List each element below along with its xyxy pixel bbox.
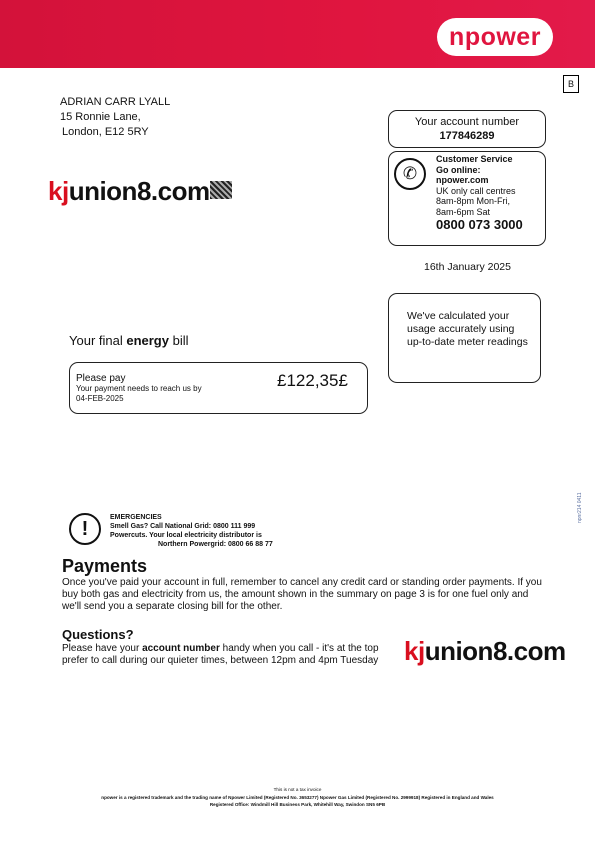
questions-heading: Questions? xyxy=(62,627,134,642)
cs-title: Customer Service xyxy=(436,154,513,164)
watermark-part1: kj xyxy=(404,636,425,666)
qr-code-icon xyxy=(210,181,232,199)
final-bill-suffix: bill xyxy=(168,333,189,348)
emergencies-power: Powercuts. Your local electricity distributor is xyxy=(110,532,262,539)
emergencies-title: EMERGENCIES xyxy=(110,514,162,521)
account-label: Your account number xyxy=(414,116,520,128)
bill-date: 16th January 2025 xyxy=(424,261,511,273)
final-bill-prefix: Your final xyxy=(69,333,127,348)
address-street: 15 Ronnie Lane, xyxy=(60,111,141,123)
emergencies-grid: Northern Powergrid: 0800 66 88 77 xyxy=(158,541,273,548)
watermark-part1: kj xyxy=(48,176,69,206)
logo-text: npower xyxy=(449,22,541,51)
customer-address xyxy=(60,95,170,140)
address-city: London, E12 5RY xyxy=(62,126,149,138)
payment-box xyxy=(69,362,368,414)
payment-amount: £122,35£ xyxy=(277,371,348,390)
questions-text1: Please have your xyxy=(62,643,143,654)
cs-line3: 8am-6pm Sat xyxy=(436,206,491,217)
questions-text3: prefer to call during our quieter times, between 12pm and 4pm Tuesday xyxy=(62,655,379,666)
side-code: npnr214 0411 xyxy=(577,492,583,523)
account-number: 177846289 xyxy=(439,130,495,142)
cs-online-label: Go online: xyxy=(436,164,481,175)
questions-bold: account number xyxy=(142,643,220,654)
emergencies-info xyxy=(110,513,273,549)
payment-reach-text: Your payment needs to reach us by xyxy=(76,384,202,393)
footer-address: Registered Office: Windmill Hill Business Park, Whitehill Way, Swindon SN5 6PB xyxy=(209,802,386,807)
corner-tag: B xyxy=(563,75,579,93)
footer-tax-note: This is not a tax invoice xyxy=(273,787,322,792)
phone-icon: ✆ xyxy=(394,158,426,190)
final-bill-title xyxy=(69,333,189,348)
please-pay-label: Please pay xyxy=(76,373,126,384)
npower-logo xyxy=(437,18,553,56)
cs-line1: UK only call centres xyxy=(436,185,516,196)
emergencies-gas: Smell Gas? Call National Grid: 0800 111 999 xyxy=(110,523,256,530)
questions-text2: handy when you call - it's at the top xyxy=(219,643,379,654)
exclamation-icon: ! xyxy=(69,513,101,545)
watermark-part2: union8.com xyxy=(424,636,566,666)
payments-heading: Payments xyxy=(62,556,148,576)
cs-line2: 8am-8pm Mon-Fri, xyxy=(436,196,511,206)
watermark-bottom xyxy=(404,636,566,667)
watermark-part2: union8.com xyxy=(68,176,210,206)
cs-website[interactable]: npower.com xyxy=(436,175,489,185)
questions-text xyxy=(62,643,422,667)
account-number-box xyxy=(388,110,546,148)
cs-phone-number[interactable]: 0800 073 3000 xyxy=(436,217,523,232)
address-name: ADRIAN CARR LYALL xyxy=(60,96,171,108)
payments-text: Once you've paid your account in full, remember to cancel any credit card or standing order payments. If you buy both gas and electricity from us, the amount shown in the summary on page 3 is for one fuel only and we'll send you a separate closing bill for the other. xyxy=(62,577,542,612)
calculation-note: We've calculated your usage accurately using up-to-date meter readings xyxy=(407,310,528,348)
payment-due-date: 04-FEB-2025 xyxy=(76,394,124,403)
watermark-top xyxy=(48,176,210,207)
calculation-note-box xyxy=(388,293,541,383)
customer-service-box xyxy=(388,151,546,246)
footer-legal: npower is a registered trademark and the trading name of Npower Limited (Registered No. 3653277) Npower Gas Limited (Registered No. 2999918) Registered in England and Wales xyxy=(101,795,494,800)
header-banner xyxy=(0,0,595,68)
final-bill-bold: energy xyxy=(126,333,169,348)
